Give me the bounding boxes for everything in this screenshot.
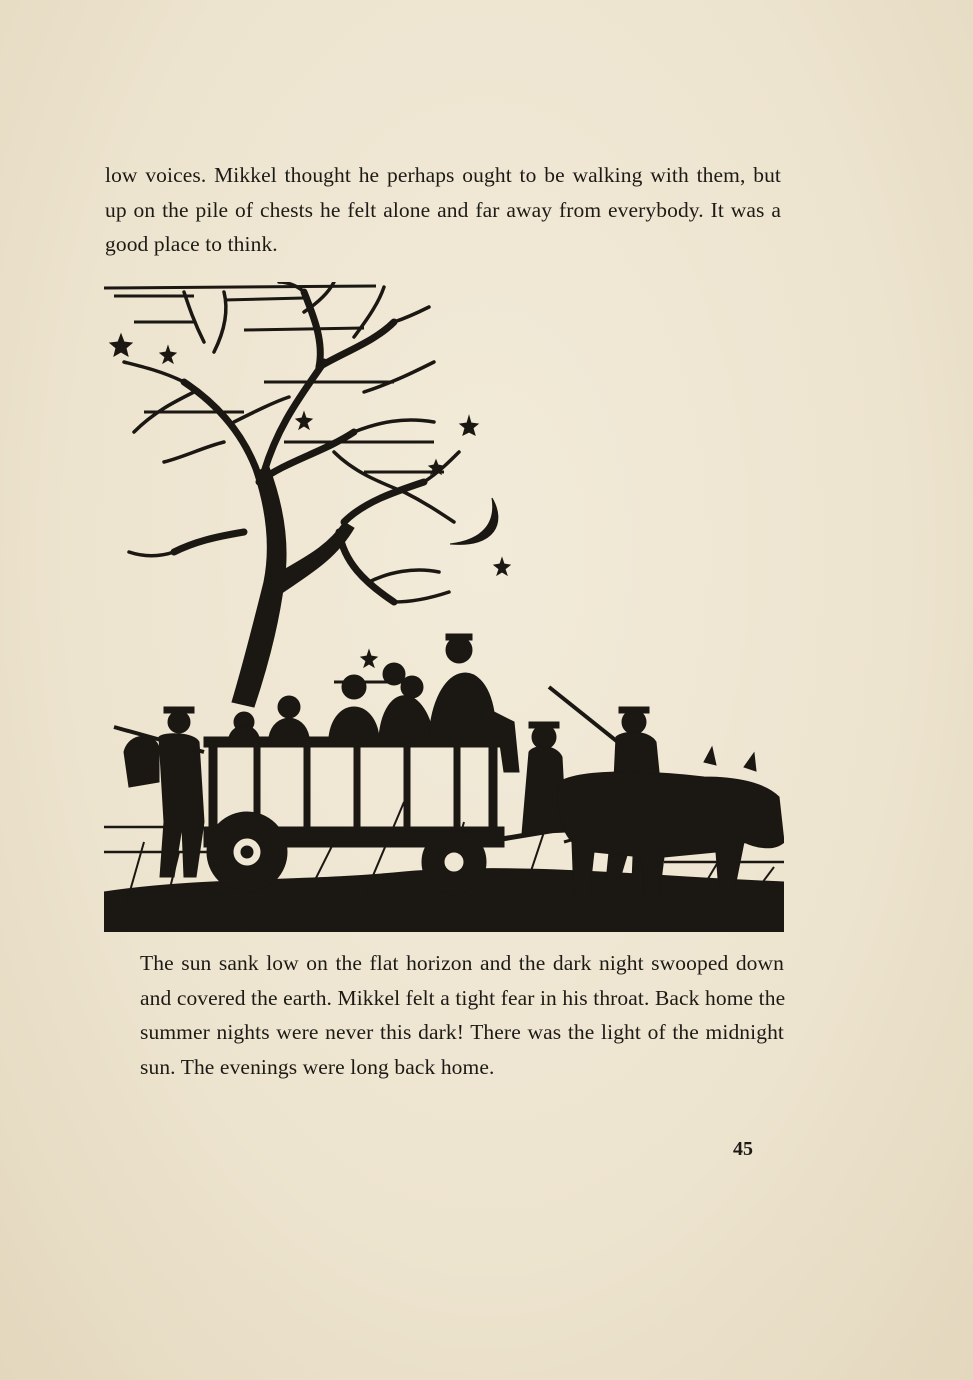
- woodcut-wagon-night-icon: [104, 282, 784, 932]
- text-line: sun. The evenings were long back home.: [140, 1054, 495, 1079]
- text-line: good place to think.: [105, 232, 278, 256]
- oxen-icon: [557, 747, 784, 897]
- text-line: summer nights were never this dark! There was the light of the midnight: [140, 1020, 784, 1044]
- text-line: The sun sank low on the flat horizon and the dark night swooped down: [140, 951, 784, 975]
- passengers-icon: [229, 634, 519, 772]
- bottom-paragraph: [108, 946, 784, 1084]
- page-number: 45: [733, 1138, 753, 1160]
- crescent-moon-icon: [450, 498, 498, 544]
- text-line: low voices. Mikkel thought he perhaps ought to be walking with them, but: [105, 163, 781, 187]
- text-line: up on the pile of chests he felt alone and far away from everybody. It was a: [105, 197, 781, 222]
- top-paragraph: [105, 158, 781, 262]
- text-line: and covered the earth. Mikkel felt a tight fear in his throat. Back home the: [140, 985, 786, 1010]
